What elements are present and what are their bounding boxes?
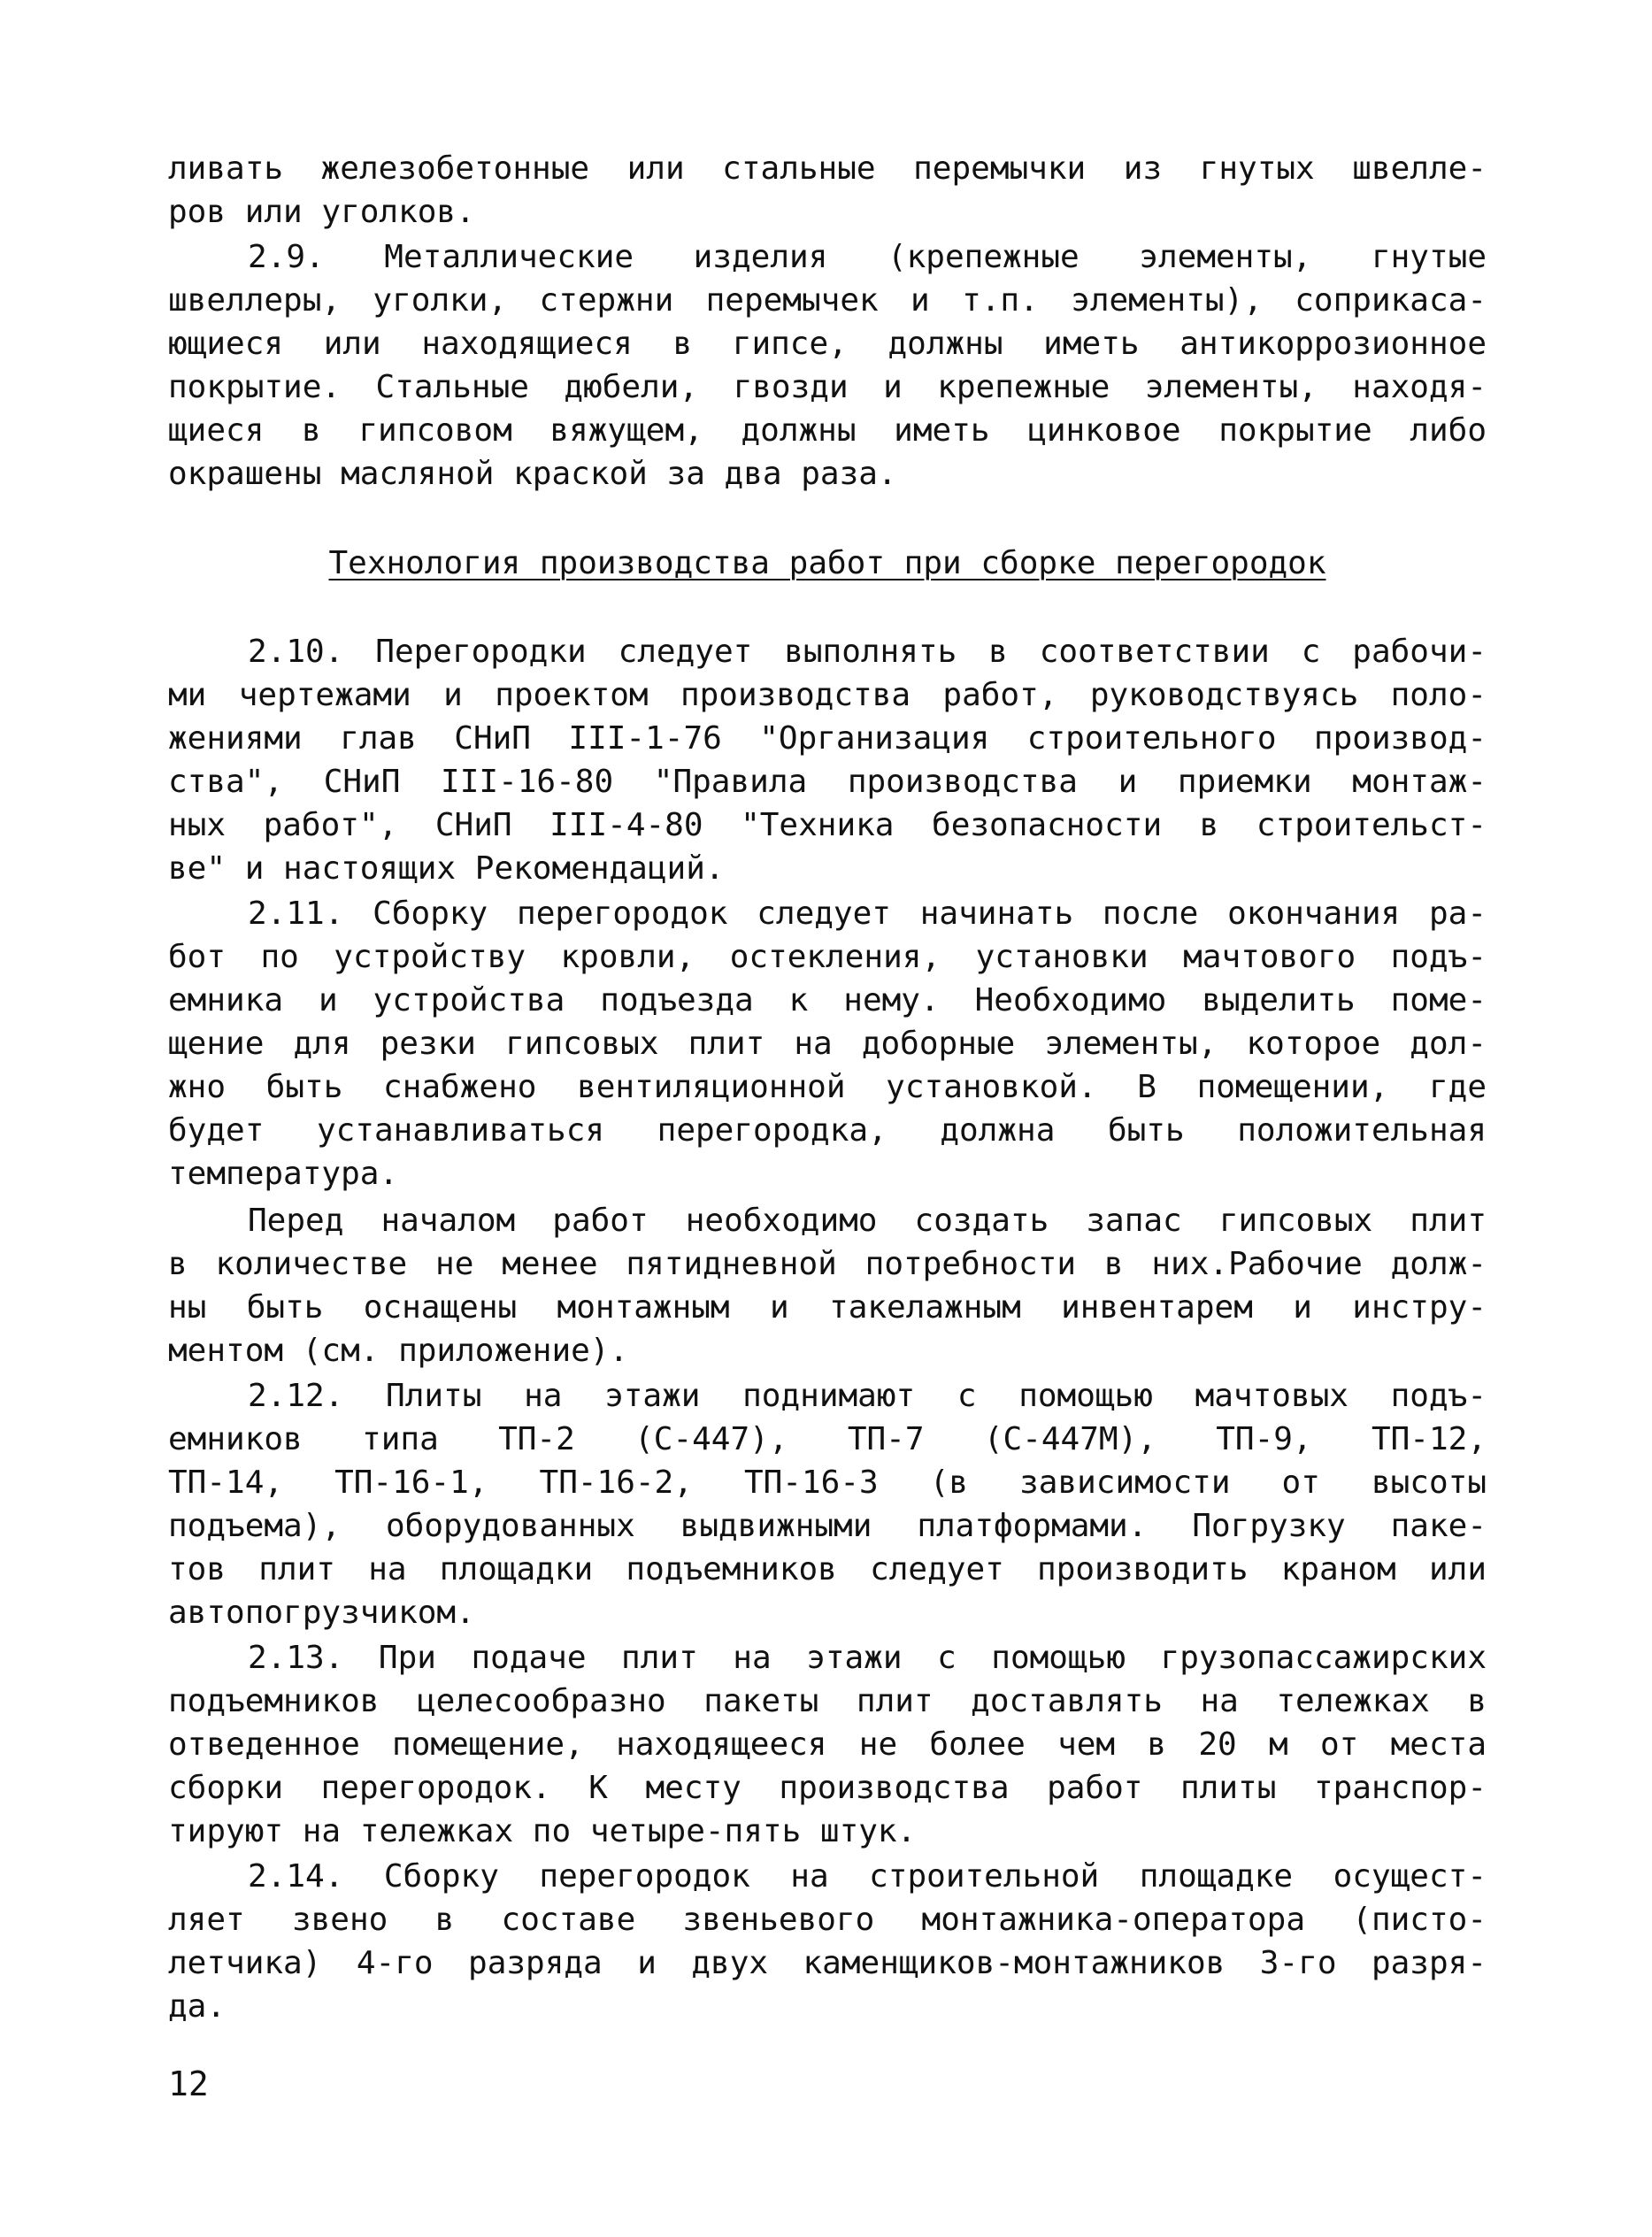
paragraph-2-9-first-line: 2.9. Металлические изделия (крепежные элементы, гнутые <box>248 239 1487 275</box>
text-line: температура. <box>168 1156 399 1192</box>
text-line: ментом (см. приложение). <box>168 1333 629 1369</box>
text-line: да. <box>168 1988 227 2025</box>
section-heading <box>168 542 1487 586</box>
paragraph-2-12-first-line: 2.12. Плиты на этажи поднимают с помощью мачтовых подъ- <box>248 1378 1487 1414</box>
text-line: ве" и настоящих Рекомендаций. <box>168 850 725 887</box>
page-number: 12 <box>168 2064 209 2103</box>
text-line: ров или уголков. <box>168 194 475 230</box>
text-line: щение для резки гипсовых плит на доборные элементы, которое дол- <box>168 1026 1487 1062</box>
text-line: ны быть оснащены монтажным и такелажным инвентарем и инстру- <box>168 1289 1487 1326</box>
text-line: ТП-14, ТП-16-1, ТП-16-2, ТП-16-3 (в зависимости от высоты <box>168 1464 1487 1501</box>
text-line: жениями глав СНиП III-1-76 "Организация строительного производ- <box>168 720 1487 757</box>
text-line: будет устанавливаться перегородка, должна быть положительная <box>168 1112 1487 1149</box>
paragraph-2-14-first-line: 2.14. Сборку перегородок на строительной площадке осущест- <box>248 1858 1487 1895</box>
text-line: в количестве не менее пятидневной потребности в них.Рабочие долж- <box>168 1246 1487 1282</box>
text-line: швеллеры, уголки, стержни перемычек и т.п. элементы), соприкаса- <box>168 282 1487 319</box>
text-line: щиеся в гипсовом вяжущем, должны иметь цинковое покрытие либо <box>168 412 1487 449</box>
text-line: летчика) 4-го разряда и двух каменщиков-монтажников 3-го разря- <box>168 1945 1487 1981</box>
text-line: автопогрузчиком. <box>168 1595 475 1631</box>
section-heading-text: Технология производства работ при сборке перегородок <box>328 545 1326 581</box>
paragraph-2-13-first-line: 2.13. При подаче плит на этажи с помощью грузопассажирских <box>248 1640 1487 1676</box>
text-line: жно быть снабжено вентиляционной установкой. В помещении, где <box>168 1069 1487 1105</box>
text-line: бот по устройству кровли, остекления, установки мачтового подъ- <box>168 939 1487 975</box>
text-line: ливать железобетонные или стальные перемычки из гнутых швелле- <box>168 150 1487 187</box>
text-line: тируют на тележках по четыре-пять штук. <box>168 1813 917 1849</box>
text-line: ми чертежами и проектом производства работ, руководствуясь поло- <box>168 677 1487 713</box>
text-line: емников типа ТП-2 (С-447), ТП-7 (С-447М), ТП-9, ТП-12, <box>168 1421 1487 1457</box>
text-line: окрашены масляной краской за два раза. <box>168 456 897 492</box>
text-line: подъемников целесообразно пакеты плит доставлять на тележках в <box>168 1683 1487 1719</box>
text-line: ляет звено в составе звеньевого монтажника-оператора (писто- <box>168 1902 1487 1938</box>
text-line: ства", СНиП III-16-80 "Правила производства и приемки монтаж- <box>168 764 1487 800</box>
paragraph-2-11-first-line: 2.11. Сборку перегородок следует начинать после окончания ра- <box>248 896 1487 932</box>
text-line: покрытие. Стальные дюбели, гвозди и крепежные элементы, находя- <box>168 369 1487 405</box>
text-line: подъема), оборудованных выдвижными платформами. Погрузку паке- <box>168 1508 1487 1544</box>
text-line: емника и устройства подъезда к нему. Необходимо выделить поме- <box>168 982 1487 1019</box>
paragraph-first-line: Перед началом работ необходимо создать запас гипсовых плит <box>248 1203 1487 1239</box>
text-line: сборки перегородок. К месту производства работ плиты транспор- <box>168 1770 1487 1806</box>
text-line: ных работ", СНиП III-4-80 "Техника безопасности в строительст- <box>168 807 1487 843</box>
text-line: тов плит на площадки подъемников следует производить краном или <box>168 1551 1487 1587</box>
text-line: отведенное помещение, находящееся не более чем в 20 м от места <box>168 1726 1487 1763</box>
paragraph-2-10-first-line: 2.10. Перегородки следует выполнять в соответствии с рабочи- <box>248 634 1487 670</box>
text-line: ющиеся или находящиеся в гипсе, должны иметь антикоррозионное <box>168 326 1487 362</box>
